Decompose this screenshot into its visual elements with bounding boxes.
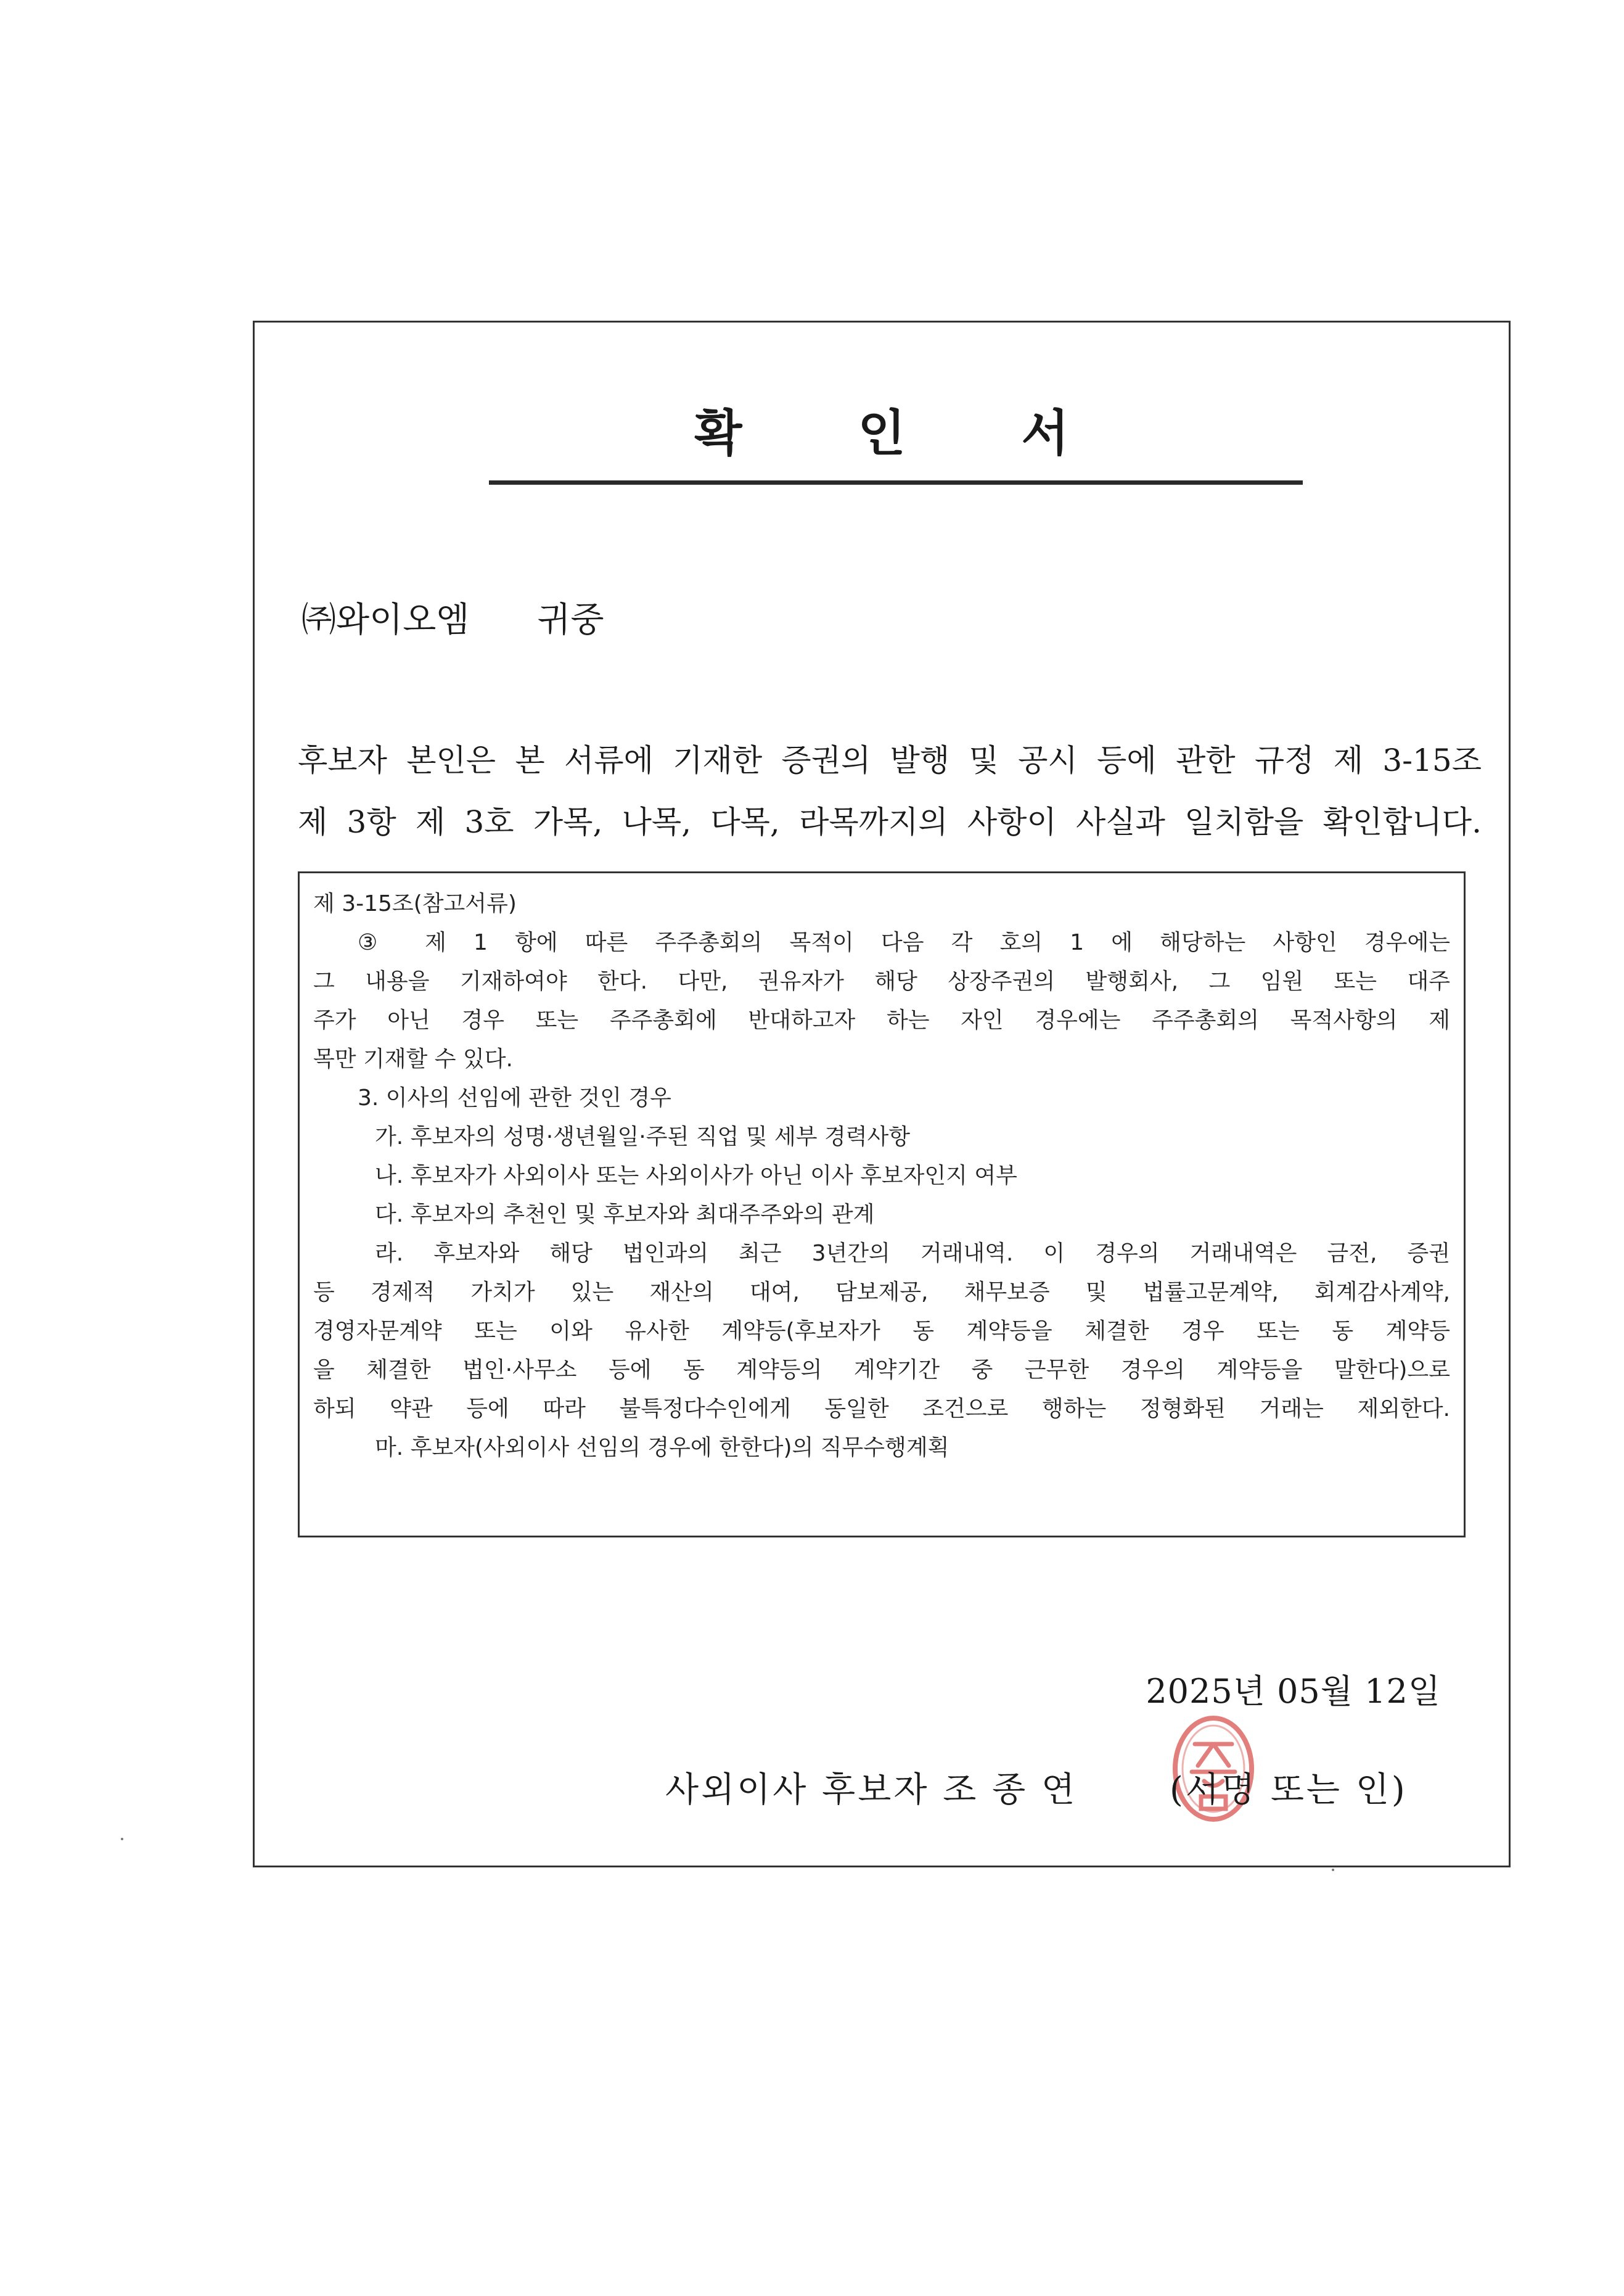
addressee (301, 599, 604, 642)
statement-line: 후보자 본인은 본 서류에 기재한 증권의 발행 및 공시 등에 관한 규정 제 3-15조 (298, 743, 1482, 778)
reference-line: 가. 후보자의 성명·생년월일·주된 직업 및 세부 경력사항 (375, 1124, 911, 1150)
signing-date: 2025년 05월 12일 (1146, 1672, 1441, 1711)
reference-line: 을 체결한 법인·사무소 등에 동 계약등의 계약기간 중 근무한 경우의 계약등을 말한다)으로 (313, 1357, 1450, 1383)
document-title: 확 인 서 (694, 405, 1118, 462)
title-underline (489, 480, 1303, 485)
reference-line: ③ 제 1 항에 따른 주주총회의 목적이 다음 각 호의 1 에 해당하는 사항인 경우에는 (358, 930, 1450, 955)
signature-note: (서명 또는 인) (1170, 1770, 1408, 1810)
reference-line: 그 내용을 기재하여야 한다. 다만, 권유자가 해당 상장주권의 발행회사, 그 임원 또는 대주 (313, 969, 1450, 994)
reference-line: 마. 후보자(사외이사 선임의 경우에 한한다)의 직무수행계획 (375, 1435, 949, 1460)
reference-heading: 제 3-15조(참고서류) (313, 891, 517, 916)
reference-line: 다. 후보자의 추천인 및 후보자와 최대주주와의 관계 (375, 1202, 875, 1227)
signer-name: 사외이사 후보자 조 종 연 (665, 1770, 1078, 1810)
statement-line: 제 3항 제 3호 가목, 나목, 다목, 라목까지의 사항이 사실과 일치함을 확인합니다. (298, 804, 1482, 840)
reference-line: 경영자문계약 또는 이와 유사한 계약등(후보자가 동 계약등을 체결한 경우 또는 동 계약등 (313, 1319, 1450, 1344)
addressee-company: ㈜와이오엠 (301, 600, 470, 640)
reference-line: 주가 아닌 경우 또는 주주총회에 반대하고자 하는 자인 경우에는 주주총회의 목적사항의 제 (313, 1008, 1450, 1033)
reference-line: 라. 후보자와 해당 법인과의 최근 3년간의 거래내역. 이 경우의 거래내역은 금전, 증권 (375, 1241, 1450, 1266)
addressee-honorific: 귀중 (537, 600, 604, 640)
reference-line: 하되 약관 등에 따라 불특정다수인에게 동일한 조건으로 행하는 정형화된 거래는 제외한다. (313, 1396, 1450, 1422)
document-frame (253, 321, 1511, 1867)
confirmation-statement (298, 730, 1482, 853)
scan-speck (121, 1838, 123, 1840)
reference-line: 목만 기재할 수 있다. (313, 1047, 513, 1072)
scan-speck (1332, 1869, 1334, 1871)
reference-line: 등 경제적 가치가 있는 재산의 대여, 담보제공, 채무보증 및 법률고문계약, 회계감사계약, (313, 1280, 1450, 1305)
signature-line (255, 1766, 1509, 1815)
reference-box (298, 871, 1466, 1537)
reference-line: 나. 후보자가 사외이사 또는 사외이사가 아닌 이사 후보자인지 여부 (375, 1163, 1017, 1188)
reference-line: 3. 이사의 선임에 관한 것인 경우 (358, 1085, 671, 1111)
